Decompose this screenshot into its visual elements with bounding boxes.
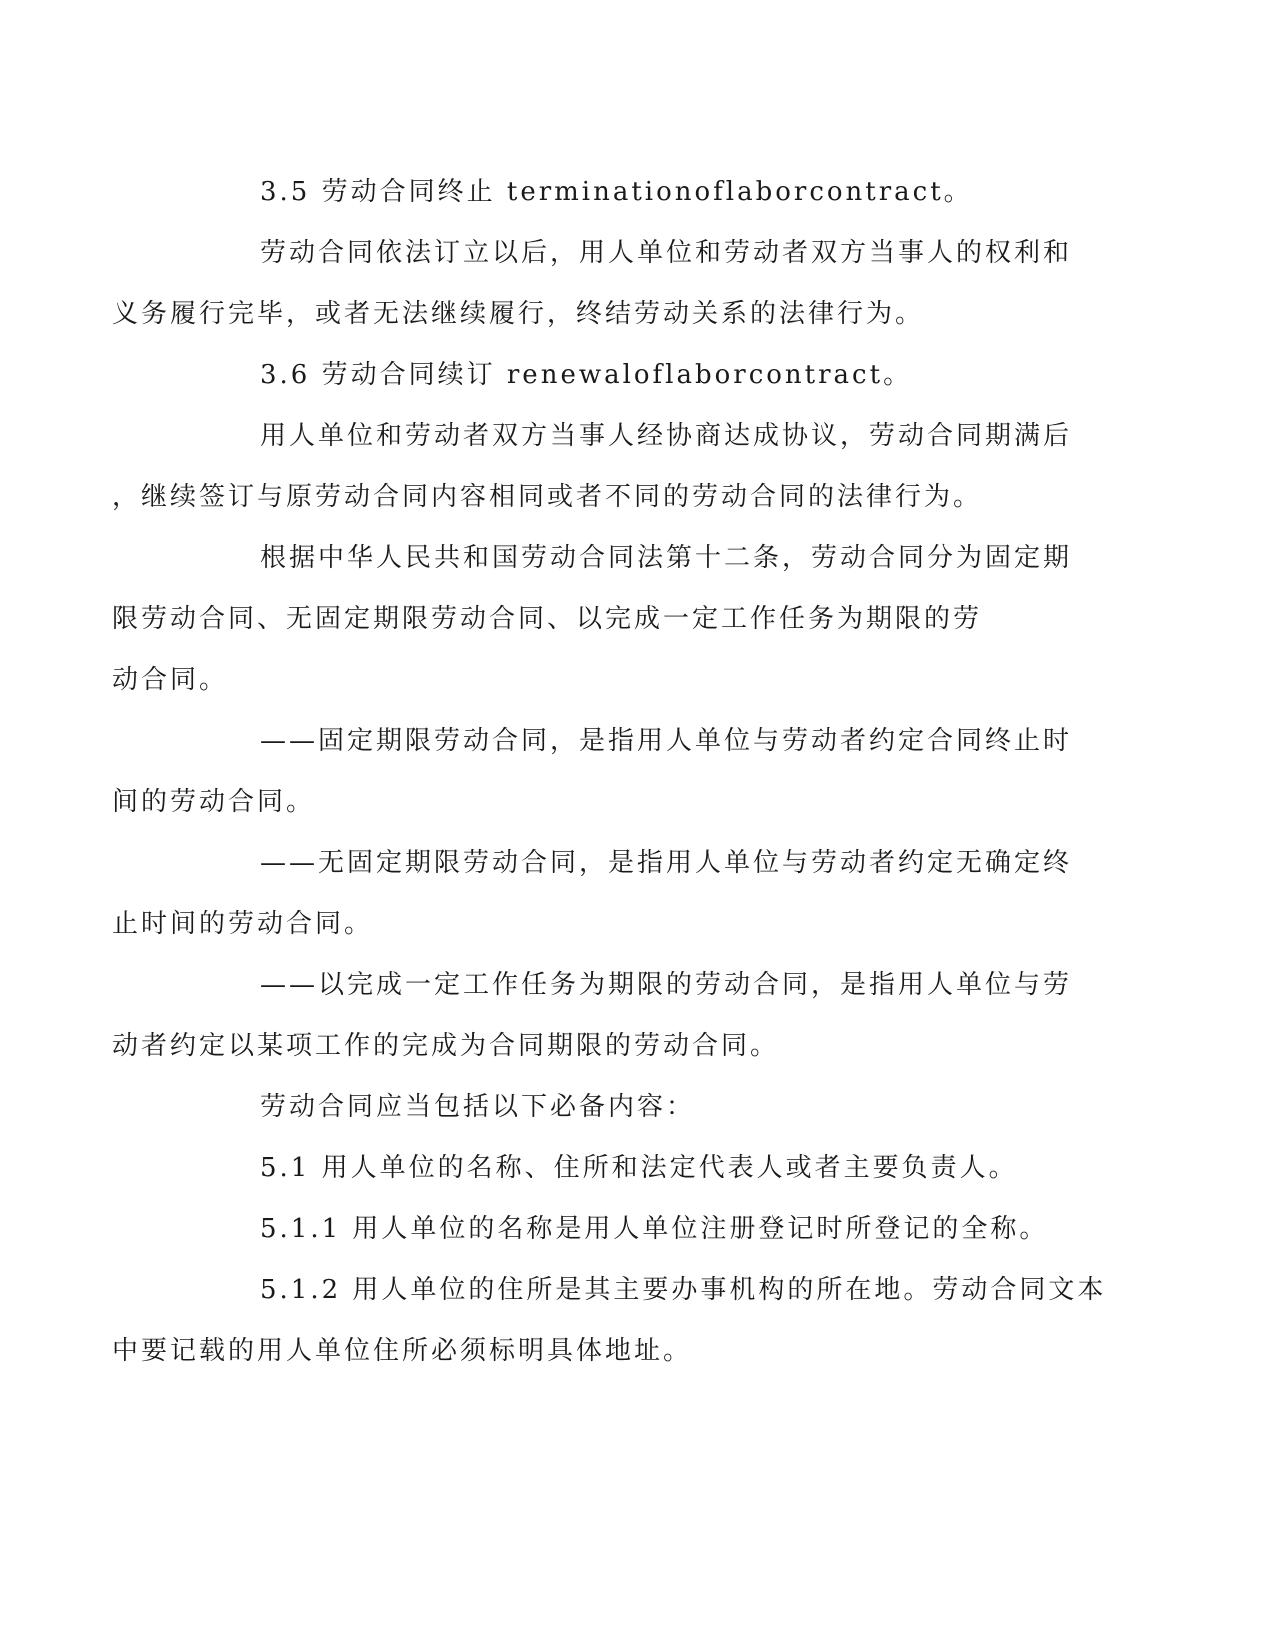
text-line: ——无固定期限劳动合同，是指用人单位与劳动者约定无确定终	[260, 848, 1073, 878]
text-line: 中要记载的用人单位住所必须标明具体地址。	[112, 1336, 693, 1366]
text-line: 3.5 劳动合同终止 terminationoflaborcontract。	[260, 177, 973, 207]
text-line: 劳动合同应当包括以下必备内容：	[260, 1092, 696, 1122]
text-line: 义务履行完毕，或者无法继续履行，终结劳动关系的法律行为。	[112, 299, 925, 329]
clause-5-1	[186, 1138, 1066, 1199]
clause-5-1-2	[112, 1260, 1107, 1382]
text-line: 3.6 劳动合同续订 renewaloflaborcontract。	[260, 360, 913, 390]
required-content-intro	[186, 1077, 1066, 1138]
clause-3-5-definition	[112, 223, 1073, 345]
text-line: 动者约定以某项工作的完成为合同期限的劳动合同。	[112, 1031, 780, 1061]
fixed-term-contract-item	[112, 711, 1073, 833]
clause-3-6-definition	[112, 406, 1073, 528]
text-line: ——固定期限劳动合同，是指用人单位与劳动者约定合同终止时	[260, 726, 1073, 756]
clause-5-1-1	[186, 1199, 1066, 1260]
open-ended-contract-item	[112, 833, 1073, 955]
text-line: 间的劳动合同。	[112, 787, 316, 817]
clause-3-5-heading	[186, 162, 1066, 223]
text-line: 5.1 用人单位的名称、住所和法定代表人或者主要负责人。	[260, 1153, 1018, 1183]
text-line: ，继续签订与原劳动合同内容相同或者不同的劳动合同的法律行为。	[112, 482, 983, 512]
text-line: 根据中华人民共和国劳动合同法第十二条，劳动合同分为固定期	[260, 543, 1073, 573]
text-line: 5.1.2 用人单位的住所是其主要办事机构的所在地。劳动合同文本	[260, 1275, 1107, 1305]
contract-types-intro	[112, 528, 1073, 711]
text-line: 用人单位和劳动者双方当事人经协商达成协议，劳动合同期满后	[260, 421, 1073, 451]
text-line: ——以完成一定工作任务为期限的劳动合同，是指用人单位与劳	[260, 970, 1073, 1000]
text-line: 限劳动合同、无固定期限劳动合同、以完成一定工作任务为期限的劳	[112, 604, 983, 634]
text-line: 5.1.1 用人单位的名称是用人单位注册登记时所登记的全称。	[260, 1214, 1049, 1244]
task-based-contract-item	[112, 955, 1073, 1077]
document-body	[112, 162, 1107, 1382]
text-line: 劳动合同依法订立以后，用人单位和劳动者双方当事人的权利和	[260, 238, 1073, 268]
text-line: 止时间的劳动合同。	[112, 909, 374, 939]
clause-3-6-heading	[186, 345, 1066, 406]
text-line: 动合同。	[112, 665, 229, 695]
